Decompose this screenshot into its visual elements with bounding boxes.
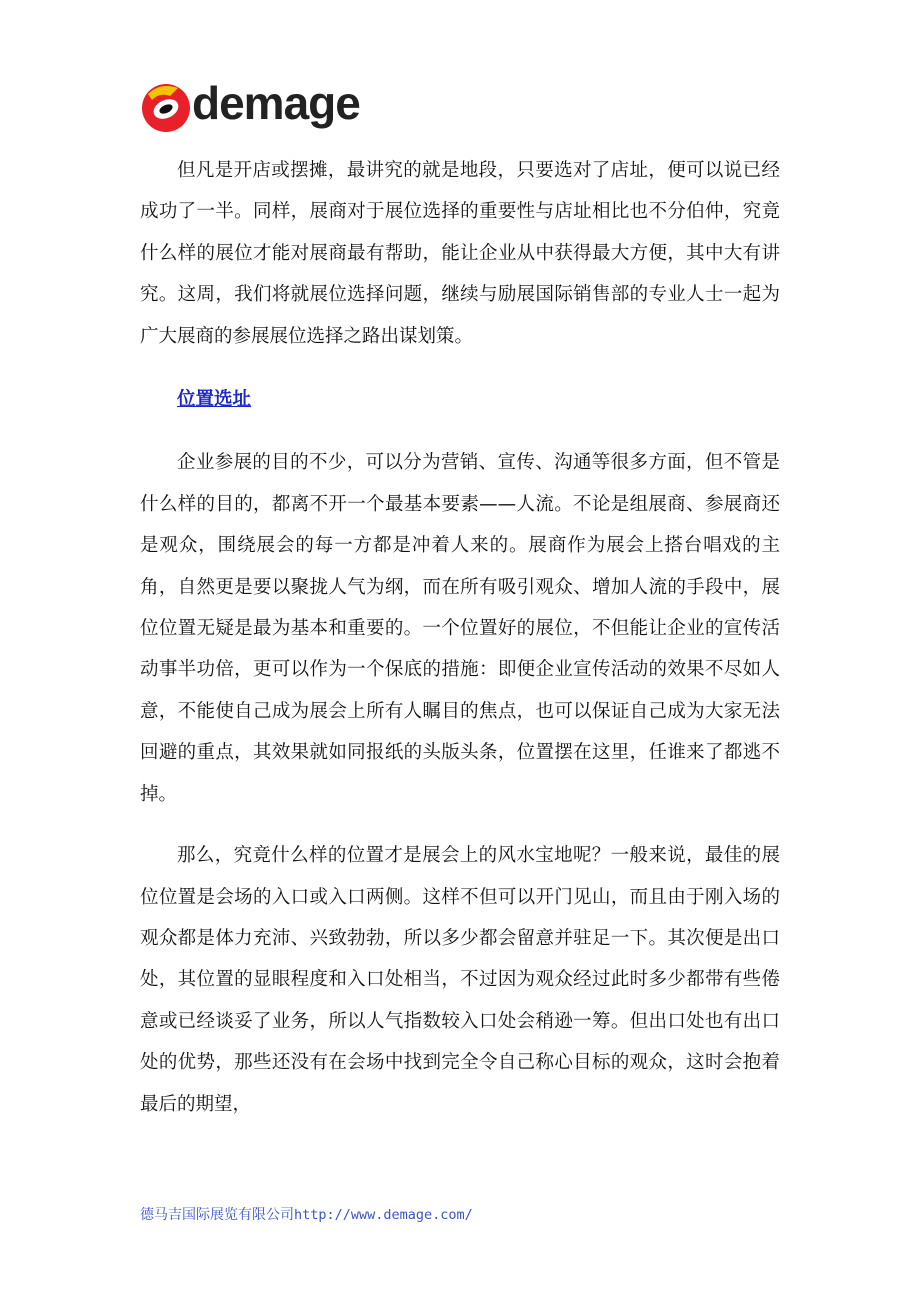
intro-paragraph: 但凡是开店或摆摊，最讲究的就是地段，只要选对了店址，便可以说已经成功了一半。同样，展商对于展位选择的重要性与店址相比也不分伯仲，究竟什么样的展位才能对展商最有帮助，能让企业从中获得最大方便，其中大有讲究。这周，我们将就展位选择问题，继续与励展国际销售部的专业人士一起为广大展商的参展展位选择之路出谋划策。 [140, 160, 780, 347]
logo-icon [140, 80, 196, 135]
page-footer [140, 1204, 473, 1224]
paragraph-gap [140, 815, 780, 835]
company-logo [140, 77, 380, 135]
paragraph-location-importance: 企业参展的目的不少，可以分为营销、宣传、沟通等很多方面，但不管是什么样的目的，都离不开一个最基本要素——人流。不论是组展商、参展商还是观众，围绕展会的每一方都是冲着人来的。展商作为展会上搭台唱戏的主角，自然更是要以聚拢人气为纲，而在所有吸引观众、增加人流的手段中，展位位置无疑是最为基本和重要的。一个位置好的展位，不但能让企业的宣传活动事半功倍，更可以作为一个保底的措施：即便企业宣传活动的效果不尽如人意，不能使自己成为展会上所有人瞩目的焦点，也可以保证自己成为大家无法回避的重点，其效果就如同报纸的头版头条，位置摆在这里，任谁来了都逃不掉。 [140, 452, 780, 805]
paragraph-best-location: 那么，究竟什么样的位置才是展会上的风水宝地呢？一般来说，最佳的展位位置是会场的入口或入口两侧。这样不但可以开门见山，而且由于刚入场的观众都是体力充沛、兴致勃勃，所以多少都会留意并驻足一下。其次便是出口处，其位置的显眼程度和入口处相当，不过因为观众经过此时多少都带有些倦意或已经谈妥了业务，所以人气指数较入口处会稍逊一筹。但出口处也有出口处的优势，那些还没有在会场中找到完全令自己称心目标的观众，这时会抱着最后的期望， [140, 845, 780, 1115]
footer-url-link[interactable]: http://www.demage.com/ [294, 1207, 473, 1223]
article-body [140, 150, 780, 1125]
section-heading-link[interactable]: 位置选址 [177, 389, 252, 411]
footer-company: 德马吉国际展览有限公司 [140, 1207, 294, 1223]
logo-wordmark: demage [192, 77, 360, 129]
